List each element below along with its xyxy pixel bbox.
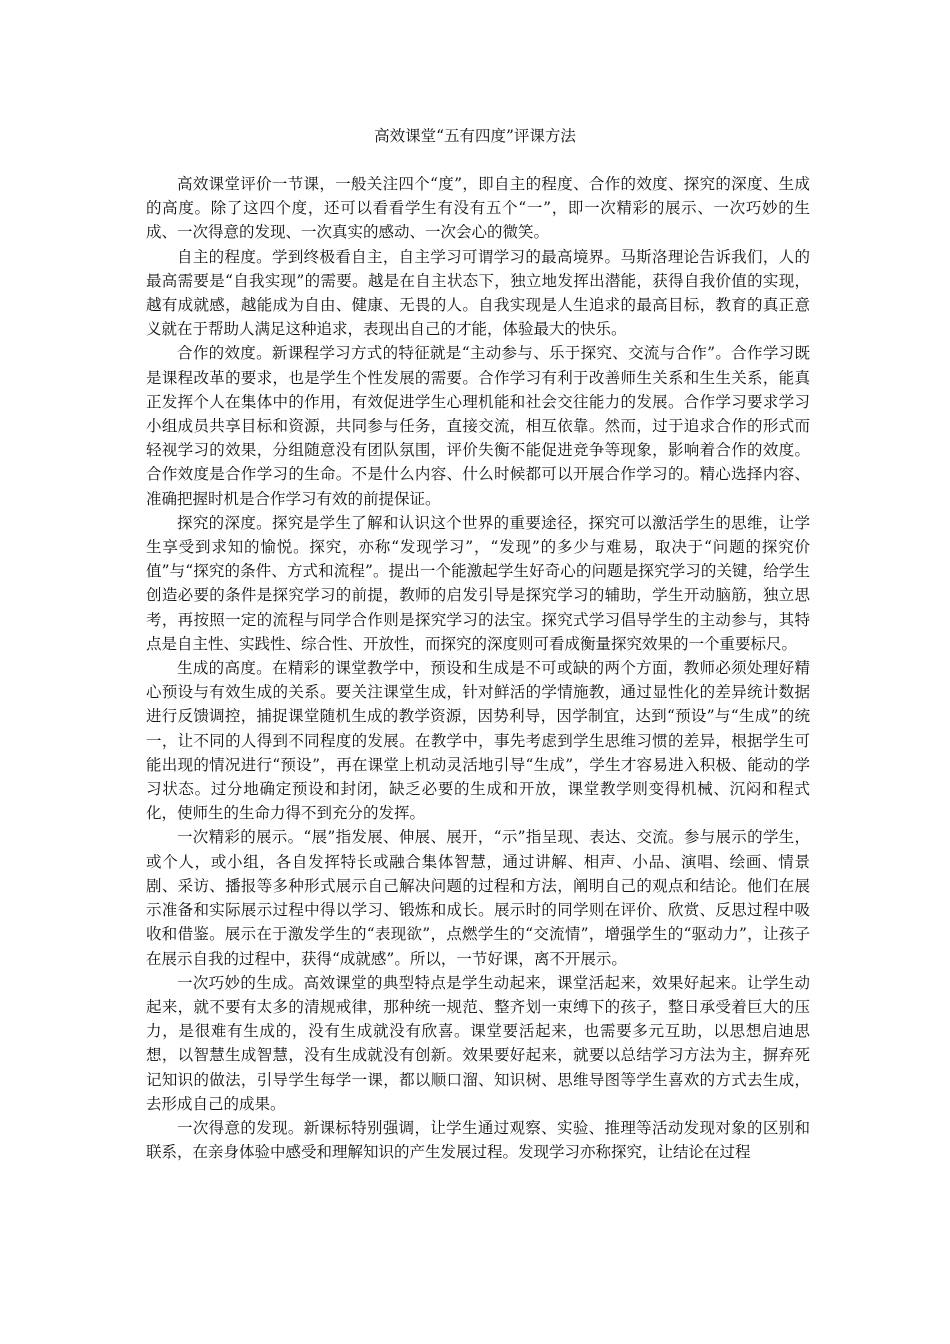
- paragraph-inquiry: 探究的深度。探究是学生了解和认识这个世界的重要途径，探究可以激活学生的思维，让学生享受到求知的愉悦。探究，亦称“发现学习”，“发现”的多少与难易，取决于“问题的探究价值”与“探究的条件、方式和流程”。提出一个能激起学生好奇心的问题是探究学习的关键，给学生创造必要的条件是探究学习的前提，教师的启发引导是探究学习的辅助，学生开动脑筋，独立思考，再按照一定的流程与同学合作则是探究学习的法宝。探究式学习倡导学生的主动参与，其特点是自主性、实践性、综合性、开放性，而探究的深度则可看成衡量探究效果的一个重要标尺。: [146, 513, 810, 653]
- paragraph-showcase: 一次精彩的展示。“展”指发展、伸展、展开，“示”指呈现、表达、交流。参与展示的学生，或个人，或小组，各自发挥特长或融合集体智慧，通过讲解、相声、小品、演唱、绘画、情景剧、采访、播报等多种形式展示自己解决问题的过程和方法，阐明自己的观点和结论。他们在展示准备和实际展示过程中得以学习、锻炼和成长。展示时的同学则在评价、欣赏、反思过程中吸收和借鉴。展示在于激发学生的“表现欲”，点燃学生的“交流情”，增强学生的“驱动力”，让孩子在展示自我的过程中，获得“成就感”。所以，一节好课，离不开展示。: [146, 828, 810, 968]
- paragraph-autonomy: 自主的程度。学到终极看自主，自主学习可谓学习的最高境界。马斯洛理论告诉我们，人的最高需要是“自我实现”的需要。越是在自主状态下，独立地发挥出潜能，获得自我价值的实现，越有成就感，越能成为自由、健康、无畏的人。自我实现是人生追求的最高目标，教育的真正意义就在于帮助人满足这种追求，表现出自己的才能，体验最大的快乐。: [146, 247, 810, 339]
- paragraph-intro: 高效课堂评价一节课，一般关注四个“度”，即自主的程度、合作的效度、探究的深度、生成的高度。除了这四个度，还可以看看学生有没有五个“一”，即一次精彩的展示、一次巧妙的生成、一次得意的发现、一次真实的感动、一次会心的微笑。: [146, 175, 810, 242]
- paragraph-discovery: 一次得意的发现。新课标特别强调，让学生通过观察、实验、推理等活动发现对象的区别和联系，在亲身体验中感受和理解知识的产生发展过程。发现学习亦称探究，让结论在过程: [146, 1118, 810, 1162]
- document-body: [146, 172, 810, 1164]
- document-title: 高效课堂“五有四度”评课方法: [374, 127, 576, 145]
- paragraph-clever-generation: 一次巧妙的生成。高效课堂的典型特点是学生动起来，课堂活起来，效果好起来。让学生动起来，就不要有太多的清规戒律，那种统一规范、整齐划一束缚下的孩子，整日承受着巨大的压力，是很难有生成的，没有生成就没有欣喜。课堂要活起来，也需要多元互助，以思想启迪思想，以智慧生成智慧，没有生成就没有创新。效果要好起来，就要以总结学习方法为主，摒弃死记知识的做法，引导学生每学一课，都以顺口溜、知识树、思维导图等学生喜欢的方式去生成，去形成自己的成果。: [146, 973, 810, 1113]
- paragraph-generation: 生成的高度。在精彩的课堂教学中，预设和生成是不可或缺的两个方面，教师必须处理好精心预设与有效生成的关系。要关注课堂生成，针对鲜活的学情施教，通过显性化的差异统计数据进行反馈调控，捕捉课堂随机生成的教学资源，因势利导，因学制宜，达到“预设”与“生成”的统一，让不同的人得到不同程度的发展。在教学中，事先考虑到学生思维习惯的差异，根据学生可能出现的情况进行“预设”，再在课堂上机动灵活地引导“生成”，学生才容易进入积极、能动的学习状态。过分地确定预设和封闭，缺乏必要的生成和开放，课堂教学则变得机械、沉闷和程式化，使师生的生命力得不到充分的发挥。: [146, 659, 810, 823]
- paragraph-cooperation: 合作的效度。新课程学习方式的特征就是“主动参与、乐于探究、交流与合作”。合作学习既是课程改革的要求，也是学生个性发展的需要。合作学习有利于改善师生关系和生生关系，能真正发挥个人在集体中的作用，有效促进学生心理机能和社会交往能力的发展。合作学习要求学习小组成员共享目标和资源，共同参与任务，直接交流，相互依靠。然而，过于追求合作的形式而轻视学习的效果，分组随意没有团队氛围，评价失衡不能促进竞争等现象，影响着合作的效度。合作效度是合作学习的生命。不是什么内容、什么时候都可以开展合作学习的。精心选择内容、准确把握时机是合作学习有效的前提保证。: [146, 344, 810, 508]
